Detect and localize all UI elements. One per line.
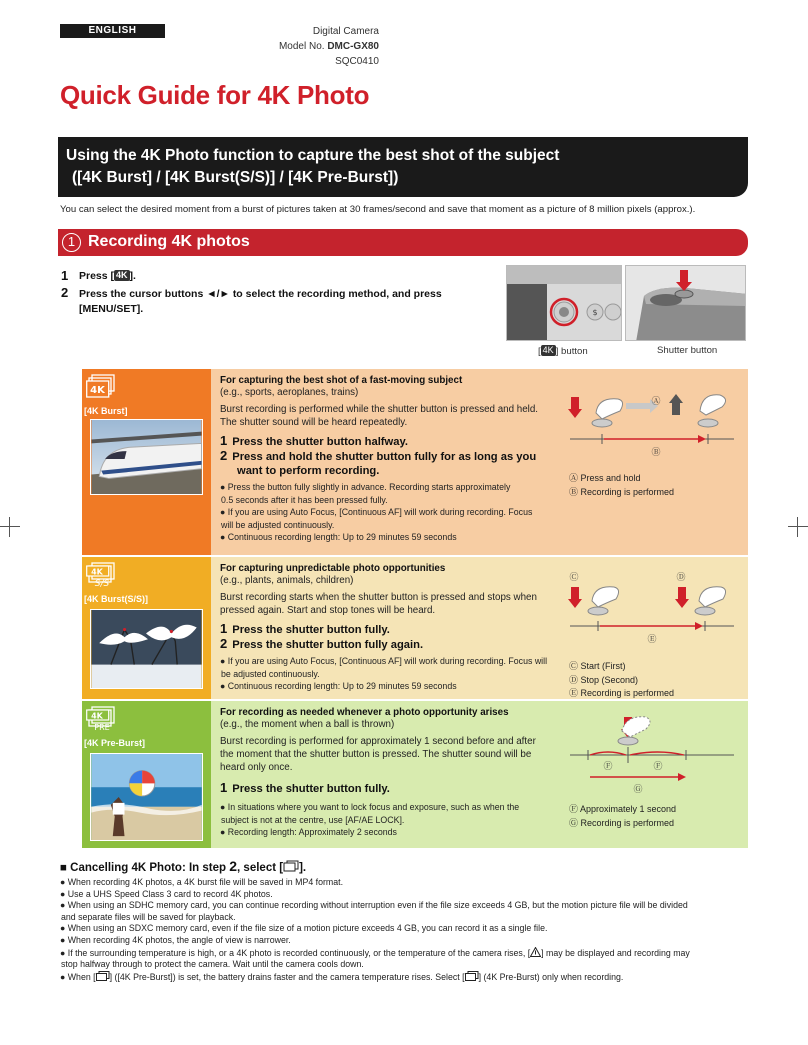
camera-back-illustration [507,266,622,341]
camera-top-illustration [626,266,746,341]
mode-step-1: 1 Press the shutter button fully. [220,621,390,636]
mode-desc-2: the moment that the shutter button is pressed. The shutter sound will be [220,749,532,760]
legend-item: Ⓓ Stop (Second) [569,675,639,685]
svg-text:Ⓕ: Ⓕ [653,762,663,772]
mode-panel-4k-pre-burst [82,701,748,848]
mode-label: [4K Burst(S/S)] [84,594,149,604]
mode-bullets: ● If you are using Auto Focus, [Continuous AF] will work during recording. Focus will be adjusted continuously. ● Continuous recording length: Up to 29 minutes 59 seconds [220,656,548,691]
mode-desc-1: Burst recording starts when the shutter button is pressed and stops when [220,592,537,603]
burst-diagram [568,389,738,465]
note-item: ● If the surrounding temperature is high, or a 4K photo is recorded continuously, or the temperature of the camera rises, [ ] may be displayed and recording may [60,947,690,958]
doc-code: SQC0410 [335,56,379,67]
svg-text:$: $ [592,308,598,317]
section-number: 1 [62,233,81,252]
mode-step-1: 1 Press the shutter button halfway. [220,433,408,448]
4k-pre-burst-icon [86,706,116,732]
svg-text:S/S: S/S [94,579,110,588]
pre-burst-icon [96,971,110,981]
legend-item: Ⓖ Recording is performed [569,818,675,828]
camera-back-photo [506,265,622,341]
legend-item: Ⓒ Start (First) [569,661,626,671]
step-2-text: Press the cursor buttons ◄/► to select the recording method, and press [MENU/SET]. [79,288,442,315]
note-item: ● When recording 4K photos, a 4K burst file will be saved in MP4 format. [60,877,344,887]
shutter-caption: Shutter button [657,345,718,356]
step-number-1: 1 [61,268,69,283]
mode-step-1: 1 Press the shutter button fully. [220,780,390,795]
banner-line-2: ([4K Burst] / [4K Burst(S/S)] / [4K Pre-Burst]) [72,169,399,186]
product-line: Digital Camera [312,26,379,37]
mode-bullets: ● In situations where you want to lock focus and exposure, such as when the subject is not at the centre, use [AF/AE LOCK]. ● Recording length: Approximately 2 seconds [220,802,520,837]
registration-mark-right [788,517,808,537]
mode-sidebar [82,369,211,555]
section-title: Recording 4K photos [88,233,250,250]
mode-step-2-cont: want to perform recording. [237,465,380,477]
svg-text:Ⓖ: Ⓖ [633,785,643,795]
svg-text:PRE: PRE [94,723,110,732]
note-item: ● When using an SDHC memory card, you can continue recording without interruption even if the file size exceeds 4 GB, but the motion picture file will be divided [60,900,688,911]
language-label: ENGLISH [60,24,165,38]
note-item: ● When using an SDXC memory card, even if the file size of a motion picture exceeds 4 GB, you can record it as a single file. [60,923,548,934]
shutter-photo [625,265,746,341]
svg-text:4K: 4K [90,385,105,396]
temperature-warning-icon [530,947,541,957]
document-info [200,24,379,69]
cancel-instruction: ■ Cancelling 4K Photo: In step 2, select [ ]. [60,858,307,874]
mode-desc-1: Burst recording is performed while the shutter button is pressed and held. [220,404,539,415]
svg-text:Ⓑ: Ⓑ [651,448,661,458]
mode-bullets: ● Press the button fully slightly in advance. Recording starts approximately 0.5 seconds after it has been pressed fully. ● If you are using Auto Focus, [Continuous AF] will work during recording. Focus will be adjusted continuously. ● Continuous recording length: Up to 29 minutes 59 seconds [220,482,533,542]
beach-ball-photo [90,753,203,841]
mode-desc-3: heard only once. [220,762,293,773]
4k-burst-icon [86,374,116,400]
mode-sidebar [82,701,211,848]
legend-item: Ⓕ Approximately 1 second [569,804,677,814]
note-item: ● Use a UHS Speed Class 3 card to record 4K photos. [60,888,273,899]
svg-text:Ⓐ: Ⓐ [651,397,661,407]
svg-text:4K: 4K [91,711,103,721]
mode-desc-2: The shutter sound will be heard repeatedly. [220,417,408,428]
mode-label: [4K Pre-Burst] [84,738,146,748]
mode-step-2: 2 Press the shutter button fully again. [220,636,424,651]
section-header [58,229,748,256]
intro-text: You can select the desired moment from a burst of pictures taken at 30 frames/second and save that moment as a picture of 8 million pixels (approx.). [60,204,696,215]
model-number: Model No. DMC-GX80 [278,41,379,52]
registration-mark-left [0,517,20,537]
4k-burst-ss-icon [86,562,116,588]
mode-example: (e.g., the moment when a ball is thrown) [220,719,395,730]
svg-text:4K: 4K [91,567,103,577]
legend-item: Ⓑ Recording is performed [569,487,675,497]
4k-button-icon: 4K [542,345,554,355]
mode-description [220,563,550,693]
4k-button-icon: 4K [116,270,128,280]
mode-panel-4k-burst-ss [82,557,748,699]
mode-example: (e.g., plants, animals, children) [220,575,354,586]
mode-example: (e.g., sports, aeroplanes, trains) [220,387,359,398]
burst-off-icon [283,860,299,872]
cranes-photo [90,609,203,689]
mode-description [220,707,550,839]
mode-heading: For capturing the best shot of a fast-moving subject [220,375,463,386]
svg-text:Ⓒ: Ⓒ [569,573,579,583]
pre-burst-icon [465,971,479,981]
step-1-text: Press [ 4K ]. [79,270,136,282]
svg-text:Ⓔ: Ⓔ [647,635,657,645]
page-title: Quick Guide for 4K Photo [60,80,370,110]
legend-item: Ⓔ Recording is performed [569,688,675,698]
pre-burst-diagram [568,715,738,795]
train-photo [90,419,203,495]
note-item: and separate files will be saved for playback. [61,911,236,922]
banner-line-1: Using the 4K Photo function to capture the best shot of the subject [66,147,560,164]
step-number-2: 2 [61,285,69,300]
svg-text:Ⓓ: Ⓓ [676,573,686,583]
mode-sidebar [82,557,211,699]
note-item: ● When [ ] ([4K Pre-Burst]) is set, the battery drains faster and the camera temperature rises. Select [ ] (4K Pre-Burst) only when recording. [60,971,624,982]
mode-panel-4k-burst [82,369,748,555]
mode-heading: For capturing unpredictable photo opportunities [220,563,446,574]
mode-desc-1: Burst recording is performed for approximately 1 second before and after [220,736,536,747]
burst-ss-diagram [568,569,738,645]
notes-list [60,877,750,983]
svg-text:Ⓕ: Ⓕ [603,762,613,772]
mode-desc-2: pressed again. Start and stop tones will be heard. [220,605,436,616]
mode-step-2: 2 Press and hold the shutter button fully for as long as you [220,448,537,463]
note-item: stop halfway through to protect the camera. Wait until the camera cools down. [61,959,364,970]
legend-item: Ⓐ Press and hold [569,473,641,483]
mode-heading: For recording as needed whenever a photo opportunity arises [220,707,509,718]
mode-description [220,375,550,544]
topic-banner [58,137,748,197]
note-item: ● When recording 4K photos, the angle of view is narrower. [60,934,291,945]
button-caption: [ 4K ] button [538,345,588,357]
mode-label: [4K Burst] [84,406,128,416]
